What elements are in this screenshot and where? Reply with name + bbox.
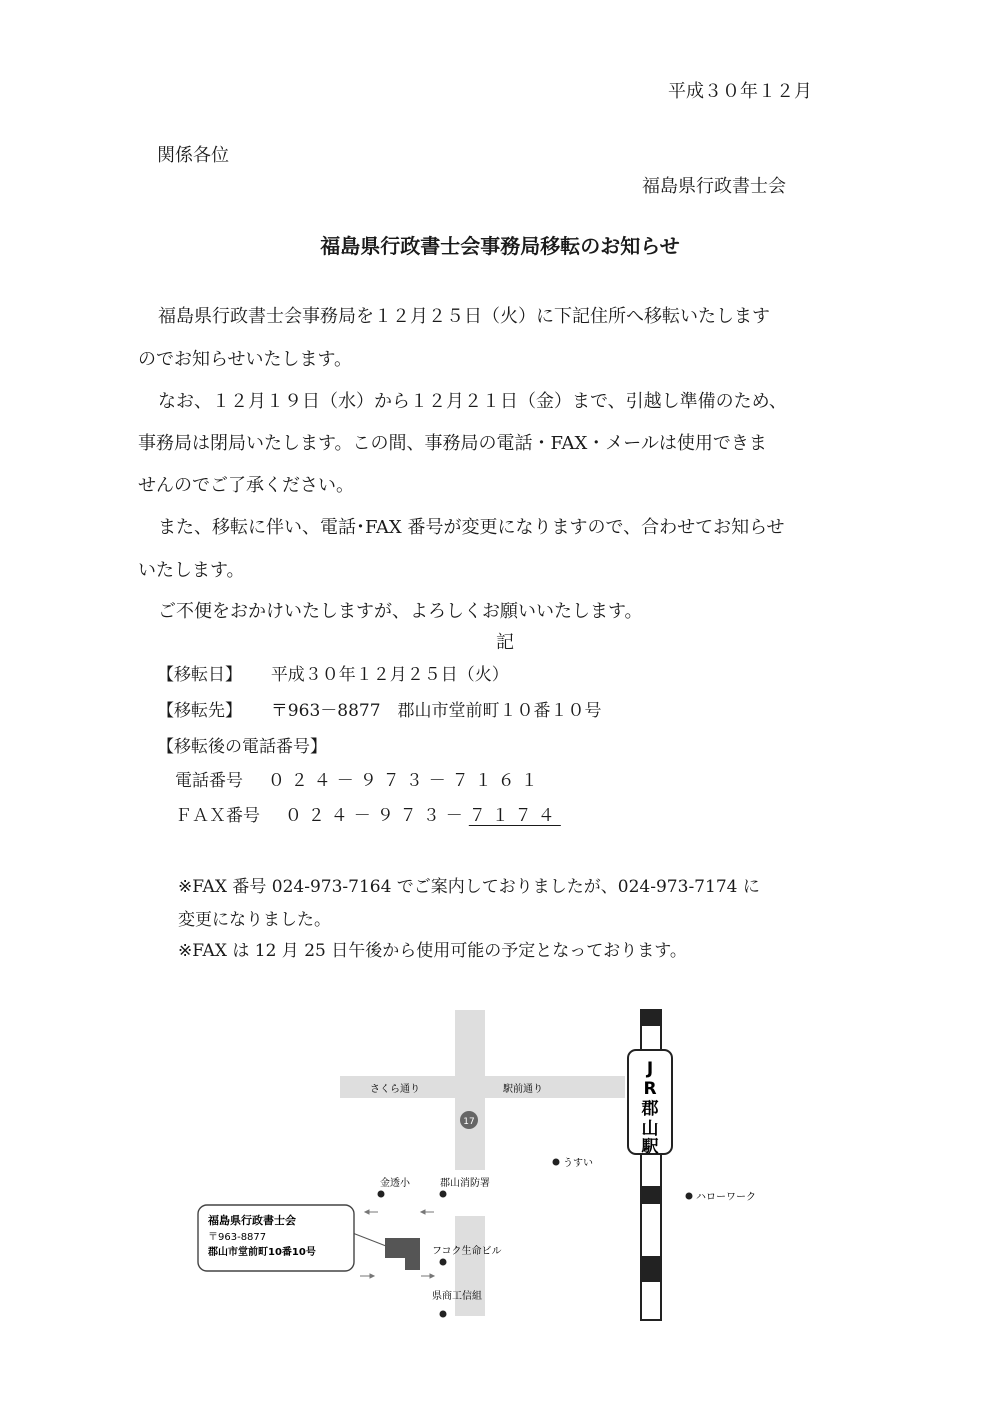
phone-label: 電話番号: [175, 771, 243, 791]
landmark-dot-icon: [440, 1191, 447, 1198]
landmark-dot-icon: [378, 1191, 385, 1198]
callout-leader-line: [350, 1232, 386, 1246]
addressee: 関係各位: [157, 145, 229, 166]
landmark-hello-work: ハローワーク: [696, 1192, 756, 1203]
phone-number: ０２４－９７３－７１６１: [267, 771, 544, 791]
landmark-shinkumi: 県商工信組: [432, 1291, 482, 1302]
railway-segment: [641, 1010, 661, 1026]
landmark-usui: うすい: [563, 1158, 593, 1169]
note-line: ※FAX 番号 024-973-7164 でご案内しておりましたが、024-973-7174 に: [178, 877, 760, 897]
moving-date-label: 【移転日】: [157, 665, 242, 685]
landmark-dot-icon: [440, 1259, 447, 1266]
body-paragraph-line: また、移転に伴い、電話･FAX 番号が変更になりますので、合わせてお知らせ: [158, 517, 785, 538]
body-paragraph-line: 事務局は閉局いたします。この間、事務局の電話・FAX・メールは使用できま: [138, 433, 767, 454]
station-label-char: 郡: [641, 1099, 659, 1119]
landmark-kintoshi: 金透小: [380, 1178, 410, 1189]
station-label-char: J: [646, 1059, 654, 1079]
sender: 福島県行政書士会: [642, 176, 786, 197]
landmark-dot-icon: [686, 1193, 693, 1200]
note-line: ※FAX は 12 月 25 日午後から使用可能の予定となっております。: [178, 941, 687, 961]
railway-segment: [641, 1256, 661, 1282]
road-label-ekimae: 駅前通り: [503, 1084, 543, 1095]
body-paragraph-line: せんのでご了承ください。: [138, 475, 354, 496]
page-title: 福島県行政書士会事務局移転のお知らせ: [320, 234, 680, 258]
body-paragraph-line: 福島県行政書士会事務局を１２月２５日（火）に下記住所へ移転いたします: [158, 306, 770, 327]
railway-segment: [641, 1186, 661, 1204]
station-label-char: R: [643, 1079, 657, 1099]
landmark-fukoku: フコク生命ビル: [432, 1246, 502, 1257]
fax-number-suffix: ７１７４: [468, 806, 561, 826]
moving-date-value: 平成３０年１２月２５日（火）: [270, 665, 509, 685]
note-line: 変更になりました。: [178, 910, 331, 930]
destination-label: 【移転先】: [157, 701, 242, 721]
landmark-dot-icon: [440, 1311, 447, 1318]
callout-address: 郡山市堂前町10番10号: [208, 1247, 316, 1258]
route-number: 17: [463, 1117, 475, 1127]
body-paragraph-line: のでお知らせいたします。: [138, 349, 353, 370]
fax-label: ＦＡＸ番号: [175, 806, 260, 826]
document-date: 平成３０年１２月: [668, 81, 812, 102]
station-label-char: 駅: [641, 1137, 659, 1157]
phone-section-label: 【移転後の電話番号】: [157, 737, 327, 757]
landmark-fire-station: 郡山消防署: [440, 1178, 490, 1189]
body-paragraph-line: ご不便をおかけいたしますが、よろしくお願いいたします。: [158, 601, 643, 622]
destination-value: 〒963－8877 郡山市堂前町１０番１０号: [270, 701, 602, 721]
ki-heading: 記: [496, 632, 514, 653]
road-label-sakura: さくら通り: [370, 1084, 420, 1095]
callout-name: 福島県行政書士会: [208, 1214, 296, 1227]
body-paragraph-line: いたします。: [138, 560, 245, 581]
fax-number-prefix: ０２４－９７３－: [284, 806, 469, 826]
destination-building-icon: [385, 1238, 420, 1270]
body-paragraph-line: なお、１２月１９日（水）から１２月２１日（金）まで、引越し準備のため、: [158, 391, 787, 412]
landmark-dot-icon: [553, 1159, 560, 1166]
callout-postal: 〒963-8877: [208, 1232, 267, 1243]
station-label-char: 山: [641, 1119, 659, 1139]
